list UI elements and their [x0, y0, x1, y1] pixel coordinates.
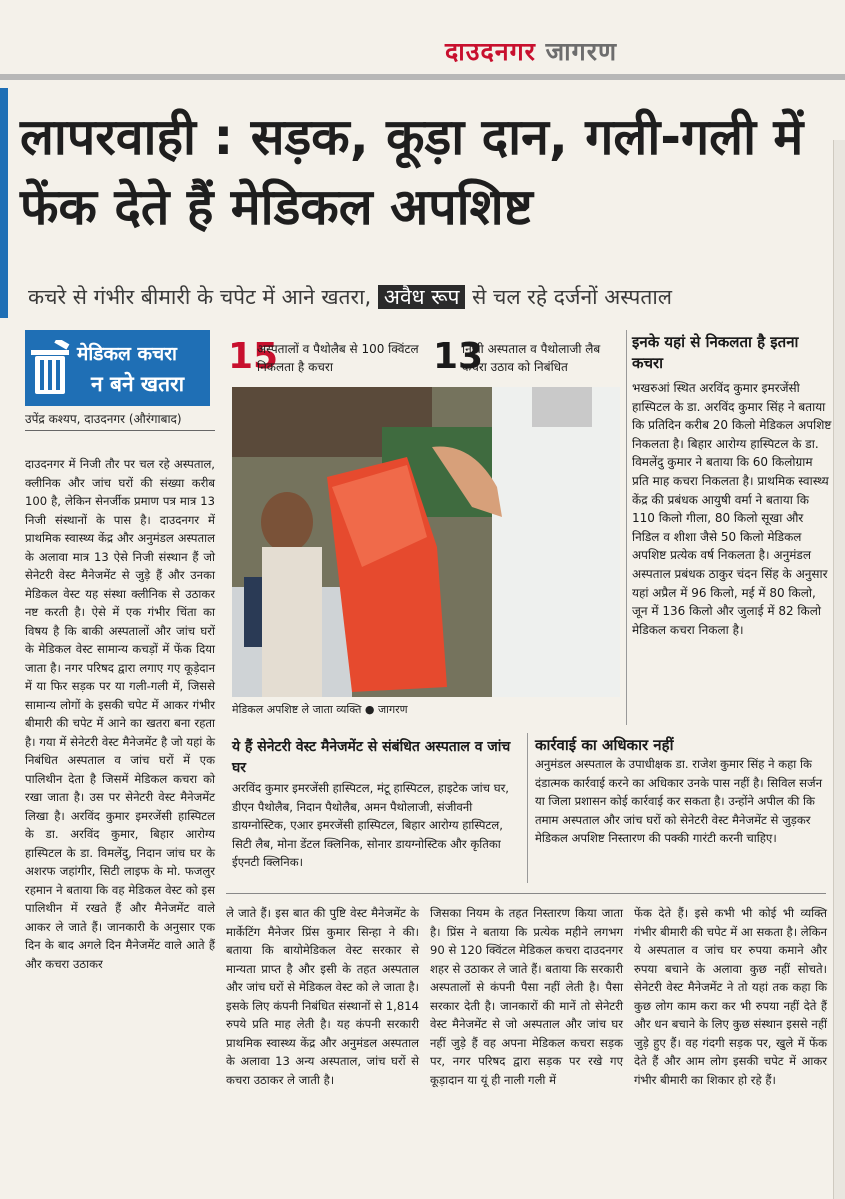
top-rule: [0, 74, 845, 80]
lead-column: दाउदनगर में निजी तौर पर चल रहे अस्पताल, क्लीनिक और जांच घरों की संख्या करीब 100 है, लेकिन सेनर्जीक प्रमाण पत्र मात्र 13 निजी संस्थानों के पास है। दाउदनगर में प्राथमिक स्वास्थ्य केंद्र और अनुमंडल अस्पताल के अलावा मात्र 13 ऐसे निजी संस्थान हैं जो सेनेटरी वेस्ट मैनेजमेंट से जुड़े हैं और उनका मेडिकल वेस्ट यह संस्था क्लीनिक से उठाकर नष्ट करती है। ऐसे में एक गंभीर चिंता का विषय है कि बाकी अस्पतालों और जांच घरों के मेडिकल वेस्ट सामान्य कचड़ों में फेंक दिया जाता है। नगर परिषद द्वारा लगाए गए कूड़ेदान में या फिर सड़क पर या गली-गली में, जिससे सामान्य लोगों के इसकी चपेट में आकर गंभीर बीमारी की चपेट में आने का खतरा बना रहता है। गया में सेनेटरी वेस्ट मैनेजमेंट है जो यहां के निबंधित अस्पताल व जांच घरों में एक पालिथीन देता है जिसमें मेडिकल कचरा को रखा जाता है। उस पर सेनेटरी वेस्ट मैनेजमेंट लिखा है। अरविंद कुमार इमरजेंसी हास्पिटल के डा. अरविंद कुमार, बिहार आरोग्य हास्पिटल के डा. विमलेंदु, निदान जांच घर के अशरफ जहांगीर, सिटी लाइफ के मो. फजलुर रहमान ने बताया कि वह मेडिकल वेस्ट को इस पालिथीन में रखते हैं और मैनेजमेंट वाले आकर ले जाते हैं। जानकारी के अनुसार एक दिन के बाद अगले दिन मैनेजमेंट वाले आते हैं और कचरा उठाकर: [25, 457, 215, 971]
stat-text: निजी अस्पताल व पैथोलाजी लैब कचरा उठाव को निबंधित: [462, 342, 601, 374]
dustbin-icon: [31, 340, 71, 396]
headline: लापरवाही : सड़क, कूड़ा दान, गली-गली में फेंक देते हैं मेडिकल अपशिष्ट: [20, 108, 804, 236]
caption-bullet-icon: ●: [364, 703, 375, 716]
list-box-text: अरविंद कुमार इमरजेंसी हास्पिटल, मंटू हास्पिटल, हाइटेक जांच घर, डीएन पैथोलैब, निदान पैथोलैब, अमन पैथोलाजी, संजीवनी डायग्नोस्टिक, एआर इमरजेंसी हास्पिटल, बिहार आरोग्य हास्पिटल, सिटी लैब, मोना डेंटल क्लिनिक, सोनार डायग्नोस्टिक और कृतिका ईएनटी क्लिनिक।: [232, 781, 509, 869]
section-marker: [0, 88, 8, 318]
stat-number: 15: [228, 336, 279, 377]
side-box-text: भखरुआं स्थित अरविंद कुमार इमरजेंसी हास्पिटल के डा. अरविंद कुमार सिंह ने बताया कि प्रतिदिन करीब 20 किलो मेडिकल अपशिष्ट निकलता है। बिहार आरोग्य हास्पिटल के डा. विमलेंदु कुमार ने बताया कि 60 किलोग्राम प्रति माह कचरा निकलता है। प्राथमिक स्वास्थ्य केंद्र की प्रबंधक आयुषी वर्मा ने बताया कि 110 किलो गीला, 80 किलो सूखा और निडिल व शीशा जैसे 50 किलो मेडिकल अपशिष्ट प्रत्येक वर्ष निकलता है। अनुमंडल अस्पताल प्रबंधक ठाकुर चंदन सिंह के अनुसार यहां अप्रैल में 96 किलो, मई में 80 किलो, जून में 136 किलो और जुलाई में 82 किलो मेडिकल कचरा निकला है।: [632, 381, 832, 637]
column-divider: [626, 330, 627, 725]
photo-caption-text: मेडिकल अपशिष्ट ले जाता व्यक्ति: [232, 703, 362, 716]
body-column-1: ले जाते हैं। इस बात की पुष्टि वेस्ट मैनेजमेंट के मार्केटिंग मैनेजर प्रिंस कुमार सिन्हा ने की। बताया कि बायोमेडिकल वेस्ट सरकार से मान्यता प्राप्त है और इसी के तहत अस्पताल और जांच घरों से मेडिकल वेस्ट को ले जाता है। इसके लिए कंपनी निबंधित संस्थानों से 1,814 रुपये प्रति माह लेती है। यह कंपनी सरकारी प्राथमिक स्वास्थ्य केंद्र और अनुमंडल अस्पताल के अलावा 13 अन्य अस्पताल, जांच घरों से कचरा उठाकर ले जाती है।: [226, 906, 419, 1087]
list-box-title: ये हैं सेनेटरी वेस्ट मैनेजमेंट से संबंधित अस्पताल व जांच घर: [232, 739, 511, 776]
subheadline: [28, 283, 818, 311]
news-photo: [232, 387, 620, 697]
subhead-before: कचरे से गंभीर बीमारी के चपेट में आने खतरा,: [28, 285, 372, 309]
masthead: [445, 34, 617, 68]
series-logo: [25, 330, 210, 406]
subhead-boxed: अवैध रूप: [378, 285, 466, 309]
byline-rule: [25, 430, 215, 431]
action-box-text: अनुमंडल अस्पताल के उपाधीक्षक डा. राजेश कुमार सिंह ने कहा कि दंडात्मक कार्रवाई करने का अधिकार उनके पास नहीं है। सिविल सर्जन या जिला प्रशासन कोई कार्रवाई कर सकता है। उन्होंने अपील की कि तमाम अस्पताल और जांच घरों को सेनेटरी वेस्ट मैनेजमेंट से जुड़कर मेडिकल अपशिष्ट निस्तारण की पक्की गारंटी करनी चाहिए।: [535, 757, 823, 845]
photo-illustration: [232, 387, 620, 697]
side-box-title: इनके यहां से निकलता है इतना कचरा: [632, 333, 799, 372]
stat-number: 13: [433, 336, 484, 377]
column-divider: [527, 733, 528, 883]
photo-caption: [232, 702, 408, 717]
body-column-3: फेंक देते हैं। इसे कभी भी कोई भी व्यक्ति गंभीर बीमारी की चपेट में आ सकता है। लेकिन ये अस्पताल व जांच घर रुपया कमाने और रुपया बचाने के अलावा कुछ नहीं सोचते। सेनेटरी वेस्ट मैनेजमेंट ने तो यहां तक कहा कि कुछ लोग काम करा कर भी रुपया नहीं देते हैं और धन बचाने के लिए कुछ संस्थान इससे नहीं जुड़े हुए हैं। वह गंदगी सड़क पर, खुले में फेंक देते हैं और आम लोग इसकी चपेट में आकर गंभीर बीमारी का शिकार हो रहे हैं।: [634, 906, 827, 1087]
masthead-brand-gray: जागरण: [545, 37, 618, 66]
photo-credit: जागरण: [377, 703, 408, 716]
logo-line2: न बने खतरा: [91, 372, 185, 396]
action-box-title: कार्रवाई का अधिकार नहीं: [535, 736, 674, 754]
stat-text: अस्पतालों व पैथोलैब से 100 क्विंटल निकलता है कचरा: [257, 342, 419, 374]
section-rule: [226, 893, 826, 894]
masthead-brand-red: दाउदनगर: [445, 37, 536, 66]
body-column-2: जिसका नियम के तहत निस्तारण किया जाता है। प्रिंस ने बताया कि प्रत्येक महीने लगभग 90 से 120 क्विंटल मेडिकल कचरा दाउदनगर शहर से उठाकर ले जाते हैं। बताया कि सरकारी अस्पतालों से कंपनी पैसा नहीं लेती है। पैसा सरकार देती है। जानकारों की मानें तो सेनेटरी वेस्ट मैनेजमेंट से जो अस्पताल और जांच घर नहीं जुड़े हैं वह अपना मेडिकल कचरा सड़क पर, नगर परिषद द्वारा सड़क पर रखे गए कूड़ादान या यूं ही नाली गली में: [430, 906, 623, 1087]
subhead-after: से चल रहे दर्जनों अस्पताल: [472, 285, 672, 309]
adjacent-page-edge: [833, 140, 845, 1199]
byline: उपेंद्र कश्यप, दाउदनगर (औरंगाबाद): [25, 412, 182, 426]
logo-line1: मेडिकल कचरा: [77, 343, 177, 365]
